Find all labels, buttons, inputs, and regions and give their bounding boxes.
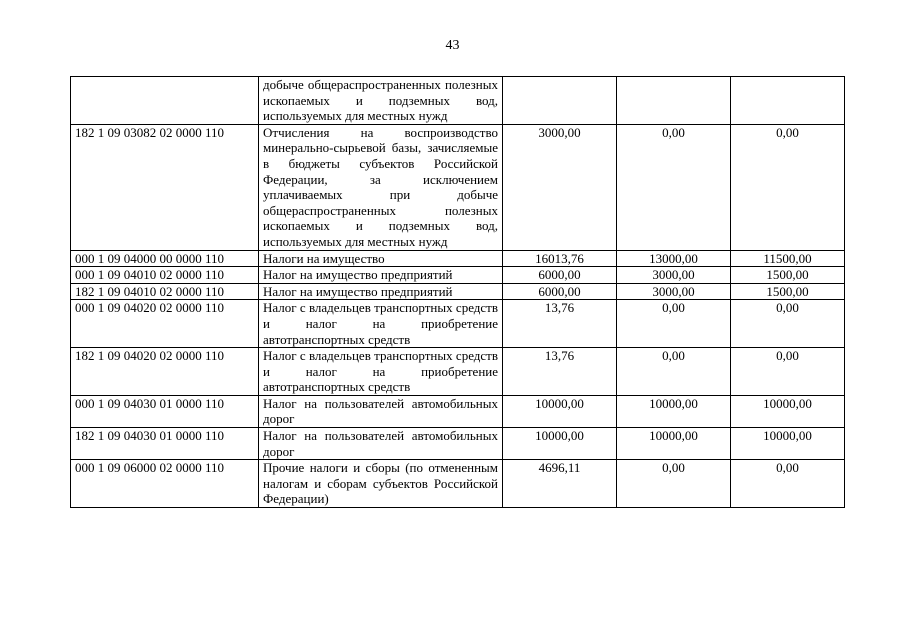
amount-year3-cell: 10000,00	[731, 428, 845, 460]
amount-year2-cell: 10000,00	[617, 395, 731, 427]
revenue-name-cell: Налоги на имущество	[259, 250, 503, 267]
budget-code-cell	[71, 77, 259, 125]
amount-year2-cell	[617, 77, 731, 125]
revenue-name-cell: Налог на пользователей автомобильных дорог	[259, 428, 503, 460]
table-row	[71, 250, 845, 267]
amount-year3-cell: 11500,00	[731, 250, 845, 267]
amount-year2-cell: 0,00	[617, 300, 731, 348]
amount-year3-cell: 0,00	[731, 348, 845, 396]
revenue-name-cell: Налог на имущество предприятий	[259, 283, 503, 300]
revenue-name-cell: Налог с владельцев транспортных средств и налог на приобретение автотранспортных средств	[259, 348, 503, 396]
amount-year2-cell: 10000,00	[617, 428, 731, 460]
amount-year2-cell: 3000,00	[617, 267, 731, 284]
budget-code-cell: 182 1 09 04010 02 0000 110	[71, 283, 259, 300]
revenue-name-cell: Налог на имущество предприятий	[259, 267, 503, 284]
table-row	[71, 124, 845, 250]
table-row	[71, 300, 845, 348]
amount-year1-cell: 6000,00	[503, 267, 617, 284]
amount-year1-cell: 13,76	[503, 348, 617, 396]
amount-year3-cell: 0,00	[731, 460, 845, 508]
amount-year1-cell: 16013,76	[503, 250, 617, 267]
amount-year1-cell: 4696,11	[503, 460, 617, 508]
amount-year3-cell: 10000,00	[731, 395, 845, 427]
amount-year1-cell: 13,76	[503, 300, 617, 348]
amount-year3-cell: 0,00	[731, 300, 845, 348]
budget-code-cell: 000 1 09 04000 00 0000 110	[71, 250, 259, 267]
amount-year1-cell: 10000,00	[503, 428, 617, 460]
amount-year2-cell: 0,00	[617, 348, 731, 396]
amount-year3-cell	[731, 77, 845, 125]
table-row	[71, 428, 845, 460]
page-number: 43	[445, 38, 460, 53]
revenue-name-cell: Налог с владельцев транспортных средств и налог на приобретение автотранспортных средств	[259, 300, 503, 348]
revenue-name-cell: Налог на пользователей автомобильных дорог	[259, 395, 503, 427]
budget-code-cell: 182 1 09 04030 01 0000 110	[71, 428, 259, 460]
table-row	[71, 283, 845, 300]
table-row	[71, 348, 845, 396]
amount-year3-cell: 1500,00	[731, 283, 845, 300]
table-row	[71, 460, 845, 508]
amount-year1-cell: 6000,00	[503, 283, 617, 300]
table-row	[71, 267, 845, 284]
budget-code-cell: 182 1 09 04020 02 0000 110	[71, 348, 259, 396]
amount-year2-cell: 13000,00	[617, 250, 731, 267]
budget-code-cell: 000 1 09 06000 02 0000 110	[71, 460, 259, 508]
revenue-name-cell: добыче общераспространенных полезных ископаемых и подземных вод, используемых для местных нужд	[259, 77, 503, 125]
budget-code-cell: 000 1 09 04030 01 0000 110	[71, 395, 259, 427]
budget-code-cell: 182 1 09 03082 02 0000 110	[71, 124, 259, 250]
budget-code-cell: 000 1 09 04010 02 0000 110	[71, 267, 259, 284]
budget-revenue-table	[70, 76, 845, 508]
revenue-name-cell: Прочие налоги и сборы (по отмененным налогам и сборам субъектов Российской Федерации)	[259, 460, 503, 508]
amount-year3-cell: 0,00	[731, 124, 845, 250]
amount-year2-cell: 0,00	[617, 460, 731, 508]
budget-code-cell: 000 1 09 04020 02 0000 110	[71, 300, 259, 348]
amount-year1-cell: 10000,00	[503, 395, 617, 427]
amount-year1-cell: 3000,00	[503, 124, 617, 250]
table-row	[71, 395, 845, 427]
amount-year3-cell: 1500,00	[731, 267, 845, 284]
table-row	[71, 77, 845, 125]
revenue-name-cell: Отчисления на воспроизводство минерально-сырьевой базы, зачисляемые в бюджеты субъектов Российской Федерации, за исключением уплачиваемых при добыче общераспространенных полезных ископаемых и подземных вод, используемых для местных нужд	[259, 124, 503, 250]
amount-year2-cell: 0,00	[617, 124, 731, 250]
amount-year2-cell: 3000,00	[617, 283, 731, 300]
amount-year1-cell	[503, 77, 617, 125]
